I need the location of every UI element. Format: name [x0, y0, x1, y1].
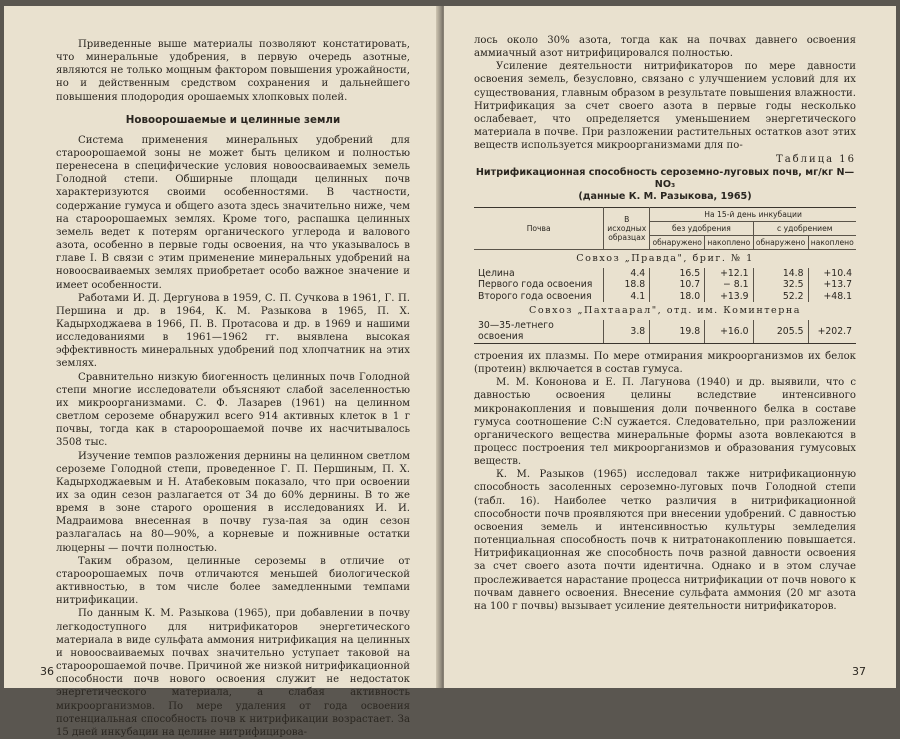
cell-found: 19.8: [650, 320, 705, 344]
cell-initial: 4.1: [604, 291, 650, 303]
cell-accumulated: +16.0: [705, 320, 753, 344]
table-row: [474, 291, 856, 303]
group-label: Совхоз „Пахтаарал", отд. им. Коминтерна: [529, 305, 801, 317]
cell-accumulated: +10.4: [808, 268, 856, 280]
header-without-fertilizer: без удобрения: [650, 222, 753, 236]
header-with-fertilizer: с удобрением: [753, 222, 856, 236]
cell-accumulated: +202.7: [808, 320, 856, 344]
cell-accumulated: +13.7: [808, 279, 856, 291]
paragraph: Сравнительно низкую биогенность целинных почв Голодной степи многие исследователи объясняют слабой заселенностью их микроорганизмами. С. Ф. Лазарев (1961) на целинном светлом сероземе обнаружил всего 914 активных клеток в 1 г почвы, тогда как в староорошаемой почве их насчитывалось 3508 тыс.: [56, 371, 410, 449]
cell-accumulated: − 8.1: [705, 279, 753, 291]
paragraph: строения их плазмы. По мере отмирания микроорганизмов их белок (протеин) включается в состав гумуса.: [474, 350, 856, 376]
cell-accumulated: +12.1: [705, 268, 753, 280]
header-accumulated: накоплено: [705, 236, 753, 250]
table-title-line: Нитрификационная способность сероземно-луговых почв, мг/кг N—NO₃: [475, 167, 855, 191]
cell-found: 32.5: [753, 279, 808, 291]
header-soil: Почва: [474, 208, 604, 250]
paragraph: Приведенные выше материалы позволяют констатировать, что минеральные удобрения, в первую очередь азотные, являются не только мощным фактором повышения урожайности, но и действенным средством сохранения и дальнейшего повышения плодородия орошаемых хлопковых полей.: [56, 39, 410, 103]
header-found: обнаружено: [650, 236, 705, 250]
left-page: [4, 6, 440, 738]
paragraph: К. М. Разыков (1965) исследовал также нитрификационную способность засоленных сероземно-луговых почв Голодной степи (табл. 16). Наиболее четко различия в нитрификационной способности почв проявляются при внесении удобрений. С давностью освоения земель и интенсивностью культуры земледелия потенциальная способность почв к нитратонакоплению повышается. Нитрификационная же способность почв разной давности освоения за счет своего азота почти идентична. Однако и в этом случае прослеживается нарастание процесса нитрификации от почв нового к почвам давнего освоения. Внесение сульфата аммония (20 мг азота на 100 г почвы) вызывает усиление деятельности нитрификаторов.: [474, 469, 856, 612]
table-row: [474, 320, 856, 344]
cell-found: 52.2: [753, 291, 808, 303]
cell-found: 205.5: [753, 320, 808, 344]
paragraph: лось около 30% азота, тогда как на почвах давнего освоения аммиачный азот нитрифицировался полностью.: [474, 35, 856, 60]
header-accumulated: накоплено: [808, 236, 856, 250]
cell-soil: 30—35-летнего освоения: [474, 320, 604, 344]
cell-soil: Первого года освоения: [478, 279, 593, 291]
page-number: 37: [852, 665, 866, 678]
cell-found: 16.5: [650, 268, 705, 280]
page-number: 36: [40, 665, 54, 678]
paragraph: Работами И. Д. Дергунова в 1959, С. П. Сучкова в 1961, Г. П. Першина и др. в 1964, К. М. Разыкова в 1965, П. Х. Кадырходжаева в 1966, П. В. Протасова и др. в 1969 и нашими исследованиями в 1961—1962 гг. выявлена высокая эффективность минеральных удобрений под хлопчатник на этих землях.: [56, 292, 410, 370]
cell-soil: Целина: [478, 267, 515, 279]
table-row: [474, 279, 856, 291]
paragraph: По данным К. М. Разыкова (1965), при добавлении в почву легкодоступного для нитрификаторов энергетического материала в виде сульфата аммония нитрификация на целинных и новоосваиваемых почвах значительно уступает таковой на староорошаемой почве. Причиной же низкой нитрификационной способности почв нового освоения служит не недостаток энергетического материала, а слабая активность микроорганизмов. По мере удаления от года освоения потенциальная способность почв к нитрификации возрастает. За 15 дней инкубации на целине нитрифицирова-: [56, 608, 410, 738]
group-label: Совхоз „Правда", бриг. № 1: [576, 253, 754, 265]
data-table: [474, 207, 856, 344]
header-day15: На 15-й день инкубации: [650, 208, 856, 222]
cell-soil: Второго года освоения: [478, 290, 592, 302]
cell-accumulated: +48.1: [808, 291, 856, 303]
table-title: [474, 167, 856, 203]
paragraph: Усиление деятельности нитрификаторов по мере давности освоения земель, безусловно, связано с улучшением условий для их существования, главным образом в результате повышения влажности. Нитрификация за счет своего азота в первые годы несколько ослабевает, что определяется уменьшением энергетического материала в почве. При разложении растительных остатков азот этих веществ используется микроорганизмами для по-: [474, 61, 856, 152]
cell-found: 18.0: [650, 291, 705, 303]
cell-initial: 4.4: [604, 268, 650, 280]
table-title-line: (данные К. М. Разыкова, 1965): [578, 191, 752, 203]
cell-accumulated: +13.9: [705, 291, 753, 303]
table-label: Таблица 16: [776, 154, 856, 166]
section-heading: Новоорошаемые и целинные земли: [125, 113, 341, 126]
table-row: [474, 268, 856, 280]
cell-found: 14.8: [753, 268, 808, 280]
paragraph: Изучение темпов разложения дернины на целинном светлом сероземе Голодной степи, проведенное Г. П. Першиным, П. Х. Кадырходжаевым и Н. Атабековым показало, что при освоении их за один сезон разлагается от 34 до 60% дернины. В то же время в зоне старого орошения в исследованиях И. И. Мадраимова внесенная в почву гуза-пая за один сезон разлагалась на 80—90%, а корневые и пожнивные остатки люцерны — почти полностью.: [56, 450, 410, 554]
cell-initial: 3.8: [604, 320, 650, 344]
paragraph: М. М. Кононова и Е. П. Лагунова (1940) и др. выявили, что с давностью освоения целины вследствие интенсивного микронакопления и повышения доли почвенного белка в составе гумуса соотношение C:N сужается. Следовательно, при разложении органического вещества минеральные формы азота вовлекаются в процесс построения тел микроорганизмов и образования гумусовых веществ.: [474, 377, 856, 468]
header-found: обнаружено: [753, 236, 808, 250]
cell-found: 10.7: [650, 279, 705, 291]
paragraph: Таким образом, целинные сероземы в отличие от староорошаемых почв отличаются меньшей биологической активностью, в том числе более замедленными темпами нитрификации.: [56, 555, 410, 607]
header-initial: В исходных образцах: [604, 208, 650, 250]
cell-initial: 18.8: [604, 279, 650, 291]
paragraph: Система применения минеральных удобрений для староорошаемой зоны не может быть целиком и полностью перенесена в специфические условия новоосваиваемых земель Голодной степи. Обширные площади целинных почв характеризуются своими особенностями. В частности, содержание гумуса и общего азота здесь значительно ниже, чем на староорошаемых землях. Кроме того, распашка целинных земель ведет к потерям органического углерода и валового азота, особенно в первые годы освоения, на что указывалось в главе I. В связи с этим применение минеральных удобрений на новоосваиваемых землях приобретает особо важное значение и имеет особенности.: [56, 134, 410, 291]
right-page: [444, 6, 896, 688]
